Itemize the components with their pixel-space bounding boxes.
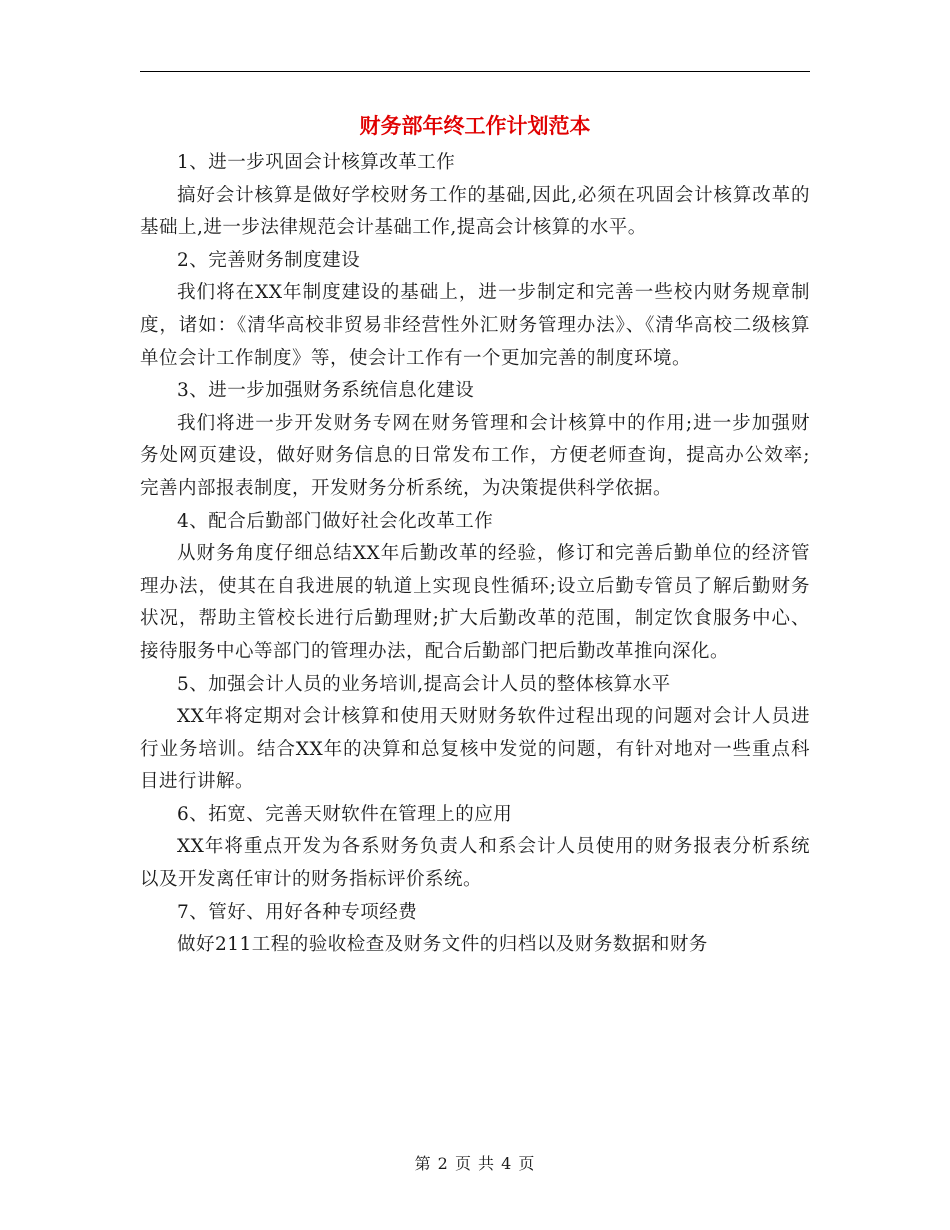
page-number-footer: 第 2 页 共 4 页 — [414, 1154, 536, 1173]
body-paragraph-6: XX年将重点开发为各系财务负责人和系会计人员使用的财务报表分析系统以及开发离任审计的财务指标评价系统。 — [140, 836, 810, 891]
section-heading-5: 5、加强会计人员的业务培训,提高会计人员的整体核算水平 — [177, 673, 671, 695]
section-heading-2: 2、完善财务制度建设 — [177, 249, 361, 271]
body-paragraph-4: 从财务角度仔细总结XX年后勤改革的经验，修订和完善后勤单位的经济管理办法，使其在自我进展的轨道上实现良性循环;设立后勤专管员了解后勤财务状况，帮助主管校长进行后勤理财;扩大后勤改革的范围，制定饮食服务中心、接待服务中心等部门的管理办法，配合后勤部门把后勤改革推向深化。 — [140, 543, 810, 662]
body-paragraph-2: 我们将在XX年制度建设的基础上，进一步制定和完善一些校内财务规章制度，诸如：《清华高校非贸易非经营性外汇财务管理办法》、《清华高校二级核算单位会计工作制度》等，使会计工作有一个更加完善的制度环境。 — [140, 282, 810, 369]
section-heading-4: 4、配合后勤部门做好社会化改革工作 — [177, 510, 494, 532]
body-paragraph-7: 做好211工程的验收检查及财务文件的归档以及财务数据和财务 — [177, 934, 708, 956]
document-body — [140, 147, 810, 962]
body-paragraph-1: 搞好会计核算是做好学校财务工作的基础,因此,必须在巩固会计核算改革的基础上,进一步法律规范会计基础工作,提高会计核算的水平。 — [140, 184, 810, 239]
document-title: 财务部年终工作计划范本 — [359, 113, 591, 138]
header-rule — [140, 71, 810, 72]
section-heading-1: 1、进一步巩固会计核算改革工作 — [177, 152, 456, 173]
section-heading-3: 3、进一步加强财务系统信息化建设 — [177, 380, 475, 402]
body-paragraph-3: 我们将进一步开发财务专网在财务管理和会计核算中的作用;进一步加强财务处网页建设，做好财务信息的日常发布工作，方便老师查询，提高办公效率;完善内部报表制度，开发财务分析系统，为决策提供科学依据。 — [140, 412, 810, 499]
section-heading-6: 6、拓宽、完善天财软件在管理上的应用 — [177, 803, 513, 825]
section-heading-7: 7、管好、用好各种专项经费 — [177, 901, 418, 923]
body-paragraph-5: XX年将定期对会计核算和使用天财财务软件过程出现的问题对会计人员进行业务培训。结合XX年的决算和总复核中发觉的问题，有针对地对一些重点科目进行讲解。 — [140, 706, 810, 793]
